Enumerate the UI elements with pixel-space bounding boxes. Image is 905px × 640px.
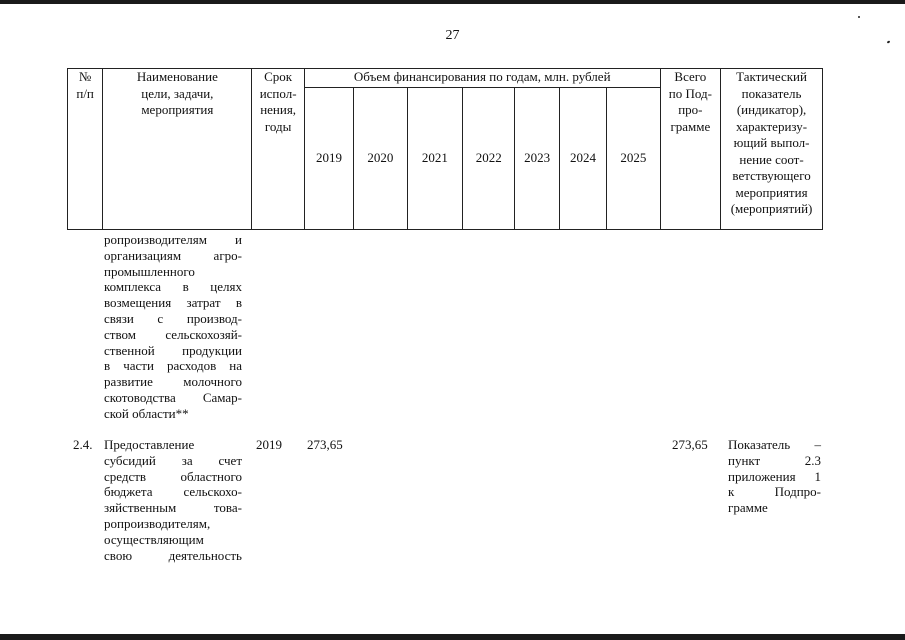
header-year: 2022 [463,88,515,230]
text-line: пункт 2.3 [728,452,821,468]
row-2019-amount: 273,65 [307,437,343,452]
text-line: Предоставление [104,437,195,452]
header-year: 2019 [304,88,353,230]
text-line: связи с производ- [104,310,242,326]
text-line: Показатель – [728,437,821,452]
text-line: возмещения затрат в [104,295,242,311]
text-line: комплекса в целях [104,279,242,295]
text-line: ропроизводителям и [104,232,242,247]
header-year: 2023 [515,88,559,230]
header-term: Срок испол- нения, годы [252,69,304,230]
continuation-text [104,232,242,422]
text-line: развитие молочного [104,374,242,390]
header-year: 2020 [354,88,407,230]
header-indicator: Тактический показатель (индикатор), характеризу- ющий выпол- нение соот- ветствующего мероприятия (мероприятий) [721,69,823,230]
text-line: организациям агро- [104,247,242,263]
scan-edge-bottom [0,634,905,640]
text-line: свою деятельность [104,547,242,563]
text-line: к Подпро- [728,484,821,500]
table-header [67,68,823,230]
text-line: осуществляющим [104,531,204,547]
text-line: ропроизводителям, [104,515,211,531]
header-funding: Объем финансирования по годам, млн. рублей [304,69,660,88]
text-line: приложения 1 [728,468,821,484]
row-term: 2019 [256,437,282,452]
row-number: 2.4. [73,437,93,452]
text-line: скотоводства Самар- [104,389,242,405]
text-line: промышленного [104,263,195,279]
header-year: 2025 [607,88,661,230]
scan-speck [858,16,860,18]
row-total: 273,65 [672,437,708,452]
text-line: ственной продукции [104,342,242,358]
text-line: бюджета сельскохо- [104,484,242,500]
text-line: ской области** [104,405,189,421]
text-line: в части расходов на [104,358,242,374]
row-name [104,437,242,563]
text-line: зяйственным това- [104,500,242,516]
header-name: Наименование цели, задачи, мероприятия [103,69,252,230]
header-year: 2021 [407,88,462,230]
text-line: субсидий за счет [104,452,242,468]
header-total: Всего по Под- про- грамме [660,69,720,230]
text-line: ством сельскохозяй- [104,326,242,342]
header-year: 2024 [559,88,606,230]
header-number: № п/п [68,69,103,230]
scan-edge-top [0,0,905,4]
page-number: 27 [445,28,460,43]
row-indicator [728,437,821,516]
text-line: грамме [728,500,768,516]
text-line: средств областного [104,468,242,484]
